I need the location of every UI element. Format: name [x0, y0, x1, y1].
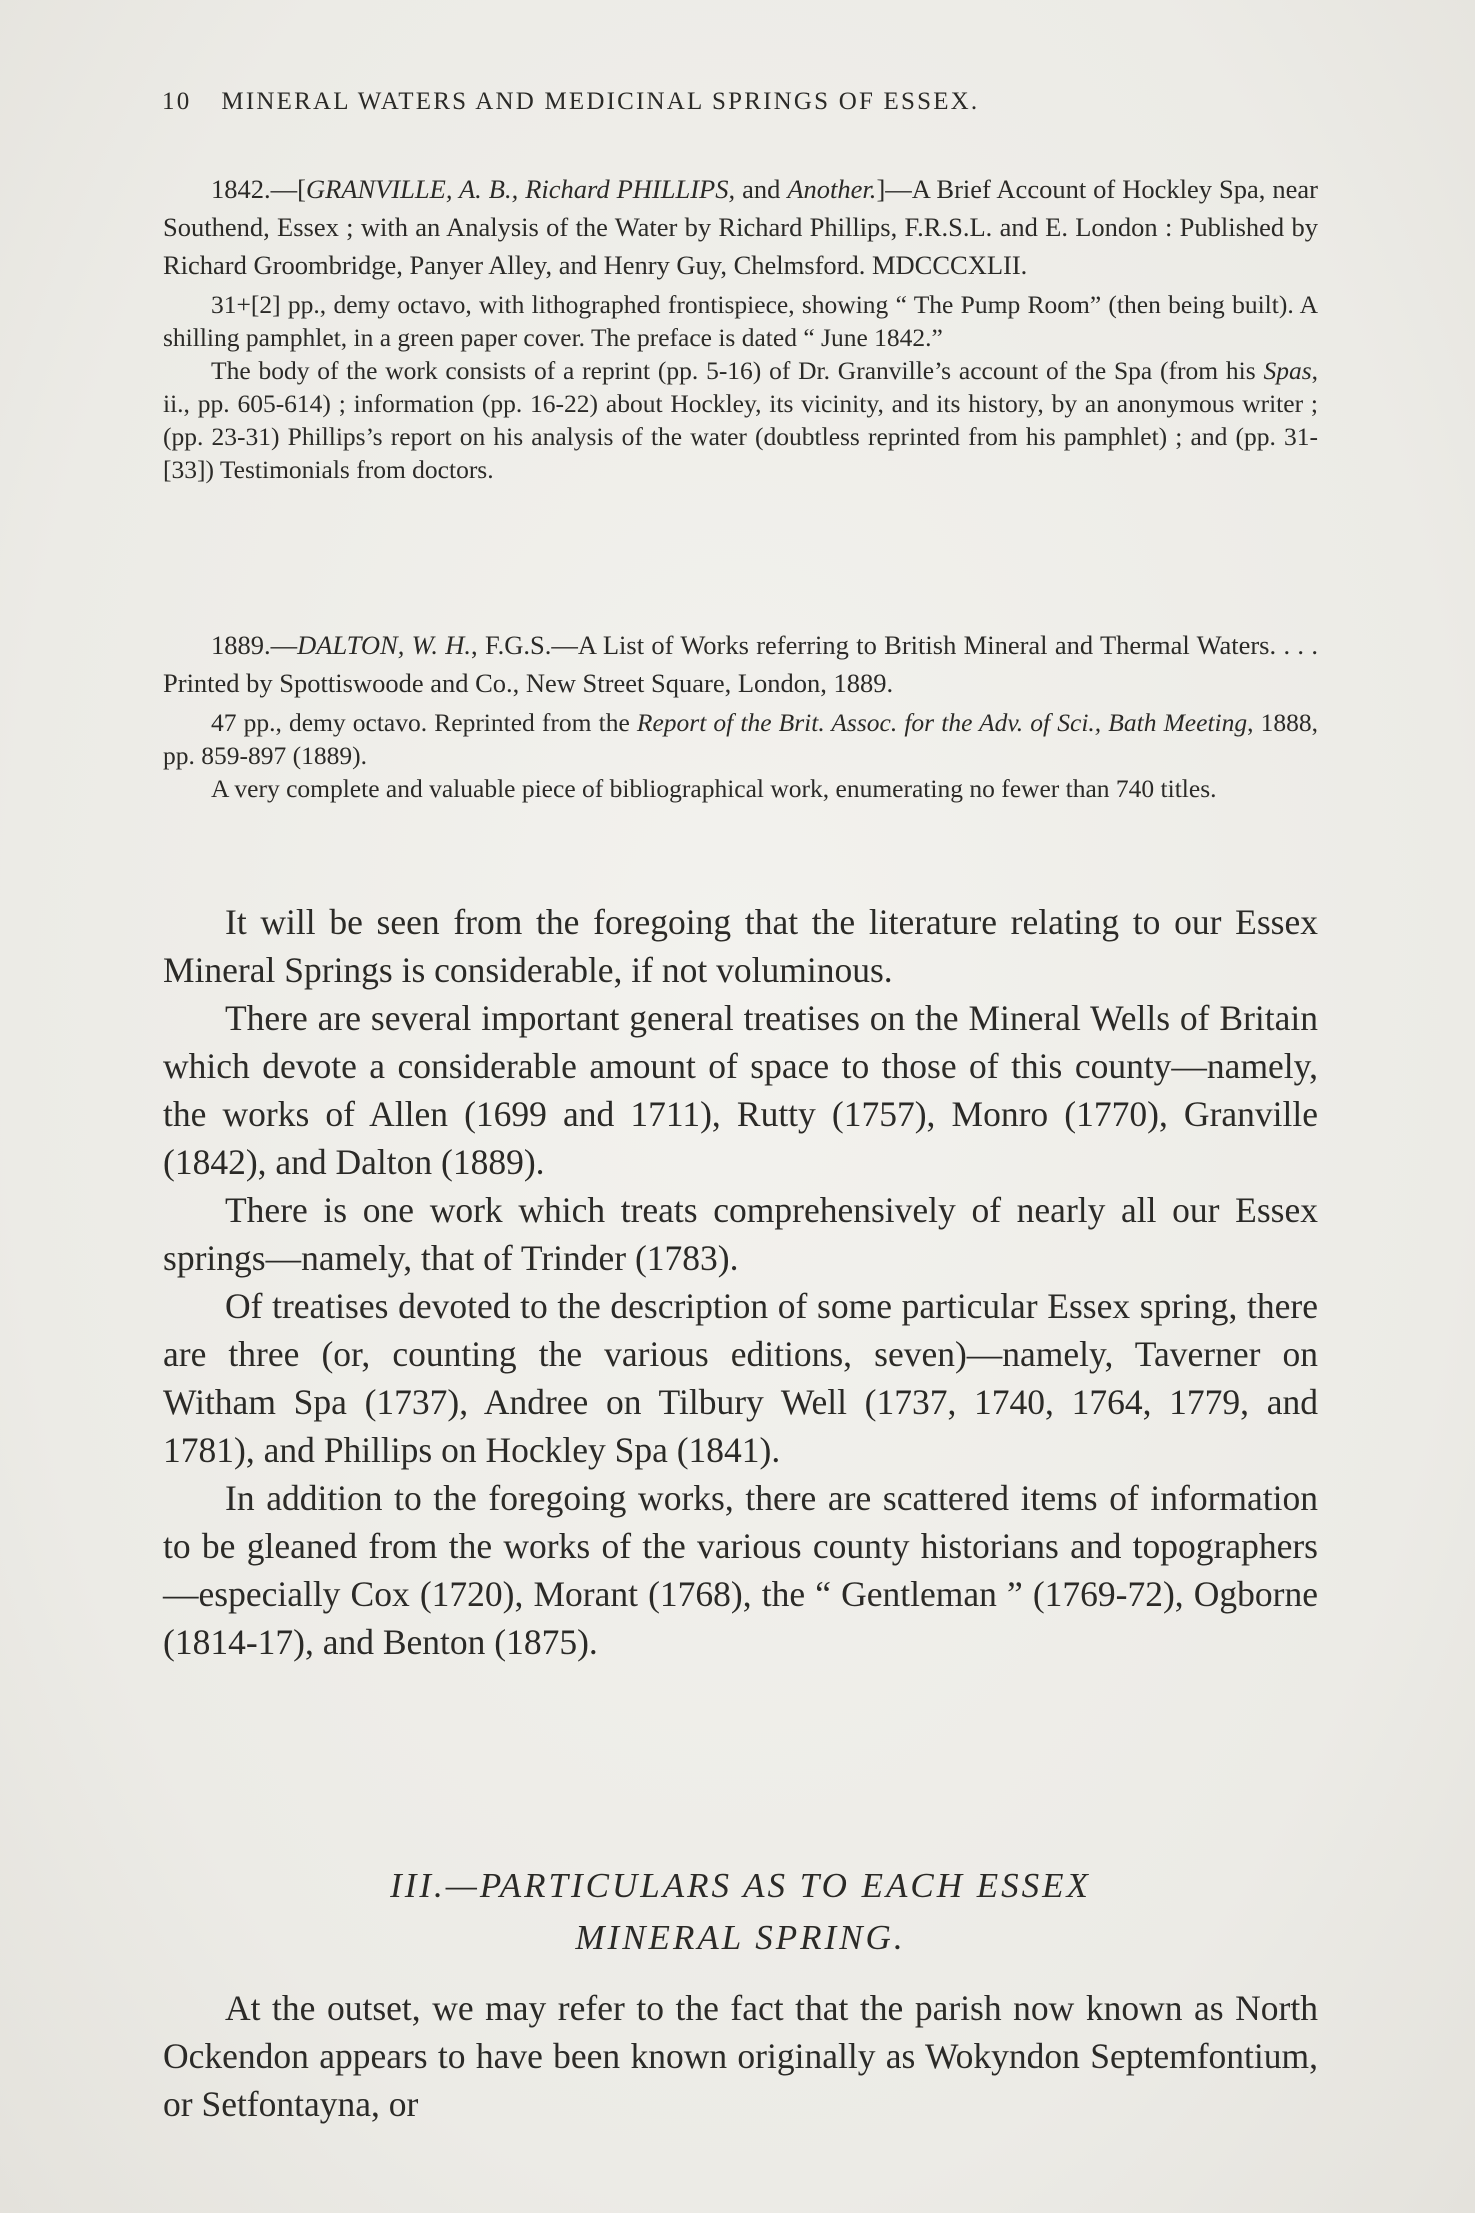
entry-year: 1842.—[ — [211, 174, 306, 204]
entry-heading — [163, 170, 1318, 284]
content-note-italic: Spas — [1263, 356, 1312, 385]
entry-conjunction: and — [735, 174, 788, 204]
body-text-continued — [163, 1984, 1318, 2128]
entry-authors: GRANVILLE, A. B., Richard PHILLIPS, — [305, 174, 736, 204]
entry-title: , F.G.S.—A List of Works referring to British Mineral and Thermal Waters. . . . Printed by Spottiswoode and Co., New Street Square, London, 1889. — [163, 630, 1318, 698]
paragraph: Of treatises devoted to the description of some particular Essex spring, there are three (or, counting the various editions, seven)—namely, Taverner on Witham Spa (1737), Andree on Tilbury Well (1737, 1740, 1764, 1779, and 1781), and Phillips on Hockley Spa (1841). — [163, 1286, 1318, 1470]
body-text — [163, 898, 1318, 1666]
page-number: 10 — [162, 88, 192, 115]
section-heading-line-1: III.—PARTICULARS AS TO EACH ESSEX — [390, 1866, 1091, 1905]
collation-text: 47 pp., demy octavo. Reprinted from the — [211, 708, 637, 737]
entry-author: DALTON, W. H. — [297, 630, 472, 660]
content-note-text-cont: , ii., pp. 605-614) ; information (pp. 16-22) about Hockley, its vicinity, and its history, by an anonymous writer ; (pp. 23-31) Phillips’s report on his analysis of the water (doubtless reprinted from his pamphlet) ; and (pp. 31-[33]) Testimonials from doctors. — [163, 356, 1318, 484]
entry-heading — [163, 626, 1318, 702]
entry-other-author: Another. — [787, 174, 877, 204]
collation-italic: Report of the Brit. Assoc. for the Adv. of Sci., Bath Meeting — [636, 708, 1248, 737]
paragraph: There are several important general treatises on the Mineral Wells of Britain which devote a considerable amount of space to those of this county—namely, the works of Allen (1699 and 1711), Rutty (1757), Monro (1770), Granville (1842), and Dalton (1889). — [163, 998, 1318, 1182]
content-note-text: The body of the work consists of a reprint (pp. 5-16) of Dr. Granville’s account of the Spa (from his — [211, 356, 1264, 385]
collation-text-cont: , 1888, pp. 859-897 (1889). — [163, 708, 1318, 770]
bibliography-entry-1842 — [163, 170, 1318, 486]
bibliography-entry-1889 — [163, 626, 1318, 805]
entry-title: ]—A Brief Account of Hockley Spa, near Southend, Essex ; with an Analysis of the Water by Richard Phillips, F.R.S.L. and E. London : Published by Richard Groombridge, Panyer Alley, and Henry Guy, Chelmsford. MDCCCXLII. — [163, 174, 1318, 280]
paragraph: It will be seen from the foregoing that the literature relating to our Essex Mineral Springs is considerable, if not voluminous. — [163, 902, 1318, 990]
entry-content-note — [163, 354, 1318, 486]
paragraph: There is one work which treats comprehensively of nearly all our Essex springs—namely, that of Trinder (1783). — [163, 1190, 1318, 1278]
running-title: MINERAL WATERS AND MEDICINAL SPRINGS OF ESSEX. — [221, 88, 980, 115]
entry-collation-note: 31+[2] pp., demy octavo, with lithographed frontispiece, showing “ The Pump Room” (then being built). A shilling pamphlet, in a green paper cover. The preface is dated “ June 1842.” — [163, 290, 1318, 352]
paragraph: At the outset, we may refer to the fact that the parish now known as North Ockendon appears to have been known originally as Wokyndon Septemfontium, or Setfontayna, or — [163, 1988, 1318, 2124]
entry-collation-note — [163, 706, 1318, 772]
paragraph: In addition to the foregoing works, there are scattered items of information to be gleaned from the works of the various county historians and topographers—especially Cox (1720), Morant (1768), the “ Gentleman ” (1769-72), Ogborne (1814-17), and Benton (1875). — [163, 1478, 1318, 1662]
entry-content-note: A very complete and valuable piece of bibliographical work, enumerating no fewer than 740 titles. — [211, 774, 1217, 803]
section-heading-line-2: MINERAL SPRING. — [575, 1918, 906, 1957]
section-heading — [163, 1860, 1318, 1964]
entry-year: 1889.— — [211, 630, 298, 660]
running-header — [162, 88, 1222, 116]
